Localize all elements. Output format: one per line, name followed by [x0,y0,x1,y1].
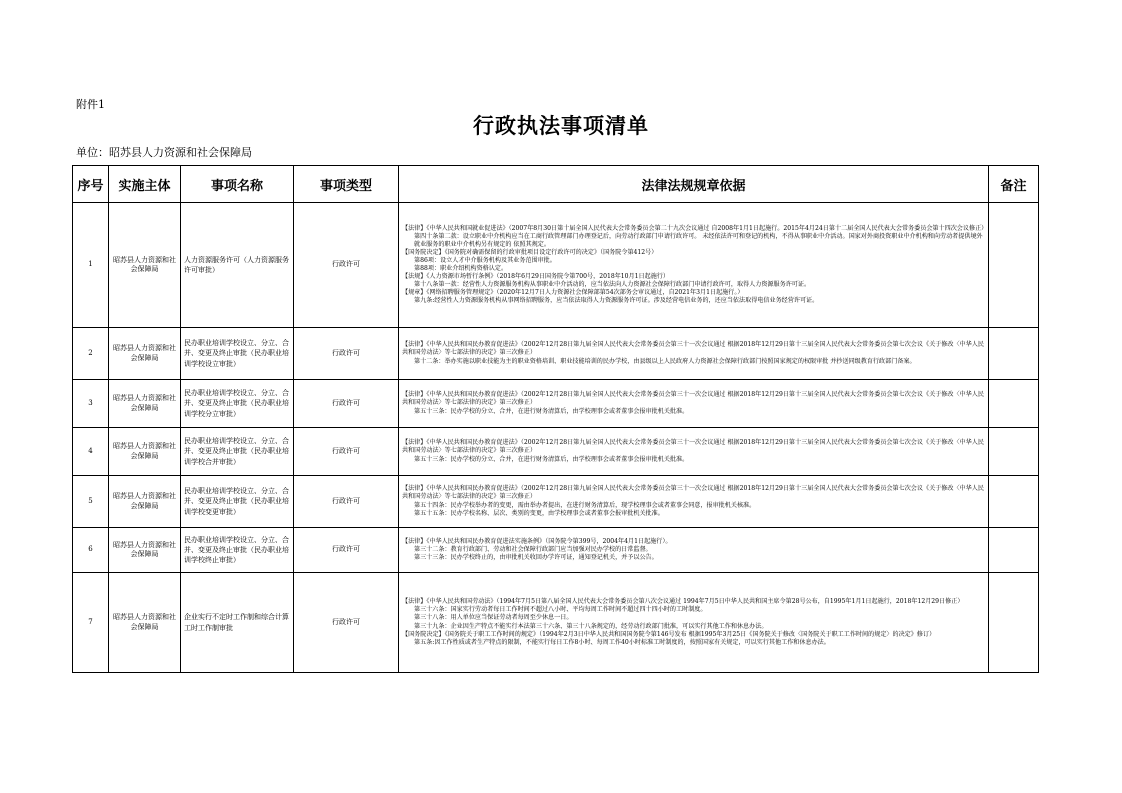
row-number: 2 [73,328,109,380]
header-remark: 备注 [989,166,1039,203]
basis-line: 第88项：职业介绍机构资格认定。 [414,265,508,272]
page-title: 行政执法事项清单 [473,113,649,138]
row-name: 民办职业培训学校设立、分立、合并、变更及终止审批（民办职业培训学校设立审批） [181,328,294,380]
basis-line: 【国务院决定】《国务院对确需保留的行政审批项目设定行政许可的决定》（国务院令第412号） [402,248,658,256]
basis-line: 第十八条第一款：经营性人力资源服务机构从事职业中介活动的，应当依法向人力资源社会保障行政部门申请行政许可，取得人力资源服务许可证。 [414,281,811,289]
basis-line: 【法律】《中华人民共和国民办教育促进法实施条例》（国务院令第399号，2004年4月1日起施行）。 [402,537,672,545]
row-type: 行政许可 [294,328,399,380]
row-name: 民办职业培训学校设立、分立、合并、变更及终止审批（民办职业培训学校终止审批） [181,528,294,573]
row-legal-basis [399,328,989,380]
basis-line: 【国务院决定】《国务院关于职工工作时间的规定》（1994年2月3日中华人民共和国国务院令第146号发布 根据1995年3月25日《国务院关于修改〈国务院关于职工工作时间的规定〉的决定》修订） [402,630,936,638]
basis-line: 【法规】《人力资源市场暂行条例》（2018年6月29日国务院令第700号，2018年10月1日起施行） [402,273,669,281]
row-legal-basis [399,203,989,328]
basis-line: 第四十条第二款：设立职业中介机构应当在工商行政管理部门办理登记后，向劳动行政部门申请行政许可。 未经依法许可和登记的机构，不得从事职业中介活动。国家对外商投资职业中介机构和向劳动者提供境外就业服务的职业中介机构另有规定的 依照其规定。 [414,232,983,248]
row-type: 行政许可 [294,573,399,673]
basis-line: 第三十三条：民办学校终止的，由审批机关收回办学许可证，通知登记机关，并予以公告。 [414,554,658,562]
row-subject: 昭苏县人力资源和社会保障局 [109,476,181,528]
basis-line: 第五条:因工作性质或者生产特点的限制，不能实行每日工作8小时、每周工作40小时标准工时制度的，按照国家有关规定，可以实行其他工作和休息办法。 [414,638,830,646]
basis-line: 【法律】《中华人民共和国民办教育促进法》（2002年12月28日第九届全国人民代表大会常务委员会第三十一次会议通过 根据2018年12月29日第十三届全国人民代表大会常务委员会第七次会议《关于修改〈中华人民共和国劳动法〉等七部法律的决定》第三次修正） [402,439,984,455]
row-name: 民办职业培训学校设立、分立、合并、变更及终止审批（民办职业培训学校合并审批） [181,428,294,476]
basis-line: 第三十九条：企业因生产特点不能实行本法第三十六条、第三十八条规定的，经劳动行政部门批准，可以实行其他工作和休息办法。 [414,622,768,630]
row-number: 6 [73,528,109,573]
basis-line: 【法律】《中华人民共和国民办教育促进法》（2002年12月28日第九届全国人民代表大会常务委员会第三十一次会议通过 根据2018年12月29日第十三届全国人民代表大会常务委员会第七次会议《关于修改〈中华人民共和国劳动法〉等七部法律的决定》第三次修正） [402,341,984,357]
basis-line: 第三十六条：国家实行劳动者每日工作时间不超过八小时、平均每周工作时间不超过四十四小时的工时制度。 [414,606,707,614]
header-subject: 实施主体 [109,166,181,203]
basis-line: 第86项：设立人才中介服务机构及其业务范围审批。 [414,256,556,264]
row-legal-basis [399,528,989,573]
row-number: 5 [73,476,109,528]
row-name: 人力资源服务许可（人力资源服务许可审批） [181,203,294,328]
basis-line: 【法律】《中华人民共和国民办教育促进法》（2002年12月28日第九届全国人民代表大会常务委员会第三十一次会议通过 根据2018年12月29日第十三届全国人民代表大会常务委员会第七次会议《关于修改〈中华人民共和国劳动法〉等七部法律的决定》第三次修正） [402,485,984,501]
row-remark [989,573,1039,673]
row-type: 行政许可 [294,203,399,328]
row-remark [989,380,1039,428]
row-type: 行政许可 [294,528,399,573]
basis-line: 第十二条：举办实施以职业技能为主的职业资格培训、职业技能培训的民办学校，由县级以上人民政府人力资源社会保障行政部门按照国家规定的权限审批 并抄送同级教育行政部门备案。 [414,357,916,365]
row-type: 行政许可 [294,380,399,428]
row-type: 行政许可 [294,428,399,476]
table-row [73,380,1039,428]
row-subject: 昭苏县人力资源和社会保障局 [109,328,181,380]
row-number: 1 [73,203,109,328]
attachment-label: 附件1 [76,98,105,111]
row-subject: 昭苏县人力资源和社会保障局 [109,573,181,673]
basis-line: 【法律】《中华人民共和国就业促进法》（2007年8月30日第十届全国人民代表大会常务委员会第二十九次会议通过 自2008年1月1日起施行。2015年4月24日第十二届全国人民代表大会常务委员会第十四次会议修正） [402,224,988,232]
row-legal-basis [399,573,989,673]
row-subject: 昭苏县人力资源和社会保障局 [109,428,181,476]
row-subject: 昭苏县人力资源和社会保障局 [109,380,181,428]
row-name: 企业实行不定时工作制和综合计算工时工作制审批 [181,573,294,673]
basis-line: 【法律】《中华人民共和国劳动法》（1994年7月5日第八届全国人民代表大会常务委员会第八次会议通过 1994年7月5日中华人民共和国主席令第28号公布，自1995年1月1日起施行，2018年12月29日修正） [402,598,964,606]
table-row [73,573,1039,673]
table-row [73,476,1039,528]
row-remark [989,328,1039,380]
row-name: 民办职业培训学校设立、分立、合并、变更及终止审批（民办职业培训学校分立审批） [181,380,294,428]
row-subject: 昭苏县人力资源和社会保障局 [109,203,181,328]
row-remark [989,476,1039,528]
basis-line: 第五十三条：民办学校的分立、合并，在进行财务清算后，由学校理事会或者董事会报审批机关批准。 [414,407,689,415]
row-legal-basis [399,380,989,428]
basis-line: 第九条:经营性人力资源服务机构从事网络招聘服务，应当依法取得人力资源服务许可证。涉及经营电信业务的，还应当依法取得电信业务经营许可证。 [414,297,819,305]
unit-label: 单位：昭苏县人力资源和社会保障局 [76,146,252,159]
row-number: 4 [73,428,109,476]
basis-line: 第三十二条：教育行政部门、劳动和社会保障行政部门应当加强对民办学校的日常监督。 [414,545,652,553]
basis-line: 第三十八条：用人单位应当保证劳动者每周至少休息一日。 [414,614,573,622]
basis-line: 第五十五条：民办学校名称、层次、类别的变更，由学校理事会或者董事会报审批机关批准。 [414,509,664,517]
row-type: 行政许可 [294,476,399,528]
basis-line: 第五十三条：民办学校的分立、合并，在进行财务清算后，由学校理事会或者董事会报审批机关批准。 [414,455,689,463]
header-basis: 法律法规规章依据 [399,166,989,203]
table-row [73,528,1039,573]
header-no: 序号 [73,166,109,203]
table-row [73,328,1039,380]
table-row [73,203,1039,328]
basis-line: 第五十四条：民办学校举办者的变更，需由举办者提出，在进行财务清算后，现学校理事会或者董事会同意，报审批机关核准。 [414,501,756,509]
row-remark [989,203,1039,328]
table-row [73,428,1039,476]
header-type: 事项类型 [294,166,399,203]
row-number: 3 [73,380,109,428]
header-name: 事项名称 [181,166,294,203]
basis-line: 【规章】《网络招聘服务管理规定》（2020年12月7日人力资源社会保障部第54次部务会审议通过，自2021年3月1日起施行。） [402,289,744,297]
row-legal-basis [399,476,989,528]
row-remark [989,528,1039,573]
row-number: 7 [73,573,109,673]
enforcement-table [72,165,1039,673]
row-remark [989,428,1039,476]
table-header-row [73,166,1039,203]
row-legal-basis [399,428,989,476]
row-name: 民办职业培训学校设立、分立、合并、变更及终止审批（民办职业培训学校变更审批） [181,476,294,528]
row-subject: 昭苏县人力资源和社会保障局 [109,528,181,573]
basis-line: 【法律】《中华人民共和国民办教育促进法》（2002年12月28日第九届全国人民代表大会常务委员会第三十一次会议通过 根据2018年12月29日第十三届全国人民代表大会常务委员会第七次会议《关于修改〈中华人民共和国劳动法〉等七部法律的决定》第三次修正） [402,391,984,407]
